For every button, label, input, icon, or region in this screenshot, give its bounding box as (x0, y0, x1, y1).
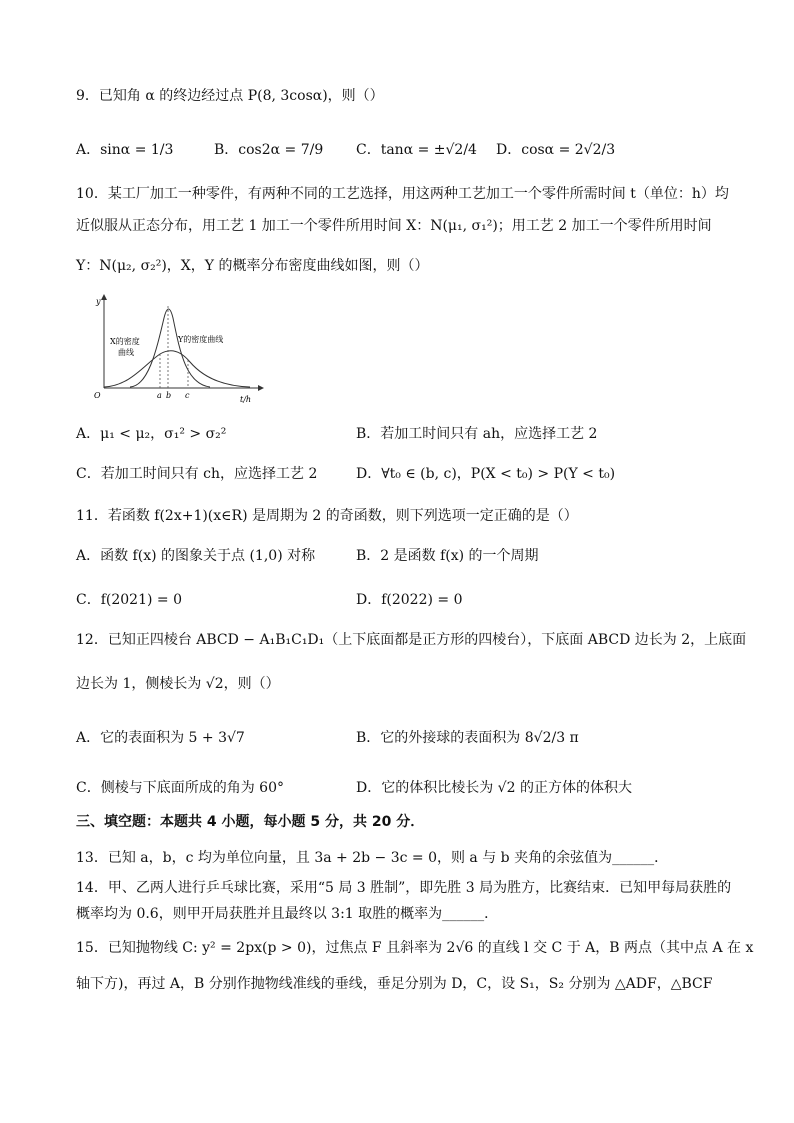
q12-option-c: C．侧棱与下底面所成的角为 60° (76, 780, 284, 796)
tick-b: b (166, 391, 172, 400)
q9-option-b: B．cos2α = 7/9 (214, 142, 324, 158)
q9-option-a: A．sinα = 1/3 (76, 142, 174, 158)
y-density-curve (130, 309, 210, 387)
tick-a: a (157, 391, 162, 400)
q14-line1: 14．甲、乙两人进行乒乓球比赛，采用“5 局 3 胜制”，即先胜 3 局为胜方，比赛结束．已知甲每局获胜的 (76, 880, 732, 896)
q10-line1: 10．某工厂加工一种零件，有两种不同的工艺选择，用这两种工艺加工一个零件所需时间 t（单位：h）均 (76, 186, 729, 202)
section-3-heading: 三、填空题：本题共 4 小题，每小题 5 分，共 20 分． (76, 814, 425, 830)
y-curve-label: Y的密度曲线 (178, 335, 224, 344)
q12-option-b: B．它的外接球的表面积为 8√2/3 π (356, 730, 579, 746)
q10-line2: 近似服从正态分布，用工艺 1 加工一个零件所用时间 X：N(μ₁, σ₁²)；用工艺 2 加工一个零件所用时间 (76, 218, 712, 234)
y-axis-arrow (101, 294, 107, 300)
q9-option-c: C．tanα = ±√2/4 (356, 142, 477, 158)
origin-label: O (94, 391, 101, 400)
q11-option-d: D．f(2022) = 0 (356, 592, 463, 608)
q10-option-c: C．若加工时间只有 ch，应选择工艺 2 (76, 466, 318, 482)
q10-option-b: B．若加工时间只有 ah，应选择工艺 2 (356, 426, 598, 442)
q12-line1: 12．已知正四棱台 ABCD − A₁B₁C₁D₁（上下底面都是正方形的四棱台），下底面 ABCD 边长为 2，上底面 (76, 632, 747, 648)
t-axis-label: t/h (240, 395, 252, 404)
x-curve-label-2: 曲线 (118, 348, 134, 357)
q10-option-a: A．μ₁ < μ₂，σ₁² > σ₂² (76, 426, 227, 442)
q10-line3: Y：N(μ₂, σ₂²)，X，Y 的概率分布密度曲线如图，则（） (76, 258, 429, 274)
q11-option-a: A．函数 f(x) 的图象关于点 (1,0) 对称 (76, 548, 316, 564)
q12-option-a: A．它的表面积为 5 + 3√7 (76, 730, 245, 746)
q15-line1: 15．已知抛物线 C: y² = 2px(p > 0)，过焦点 F 且斜率为 2√6 的直线 l 交 C 于 A，B 两点（其中点 A 在 x (76, 940, 754, 956)
q12-line2: 边长为 1，侧棱长为 √2，则（） (76, 676, 280, 692)
q9-option-d: D．cosα = 2√2/3 (496, 142, 616, 158)
q14-line2: 概率均为 0.6，则甲开局获胜并且最终以 3:1 取胜的概率为______． (76, 906, 499, 922)
density-curves-figure (90, 292, 265, 410)
q11-option-c: C．f(2021) = 0 (76, 592, 182, 608)
q9-stem: 9．已知角 α 的终边经过点 P(8, 3cosα)，则（） (76, 88, 384, 104)
y-axis-label: y (96, 297, 101, 306)
x-curve-label: X的密度 (110, 337, 140, 346)
q13-text: 13．已知 a，b，c 均为单位向量，且 3a + 2b − 3c = 0，则 a 与 b 夹角的余弦值为______． (76, 850, 669, 866)
q10-option-d: D．∀t₀ ∈ (b, c)，P(X < t₀) > P(Y < t₀) (356, 466, 616, 482)
tick-c: c (185, 391, 190, 400)
q15-line2: 轴下方)，再过 A，B 分别作抛物线准线的垂线，垂足分别为 D，C，设 S₁，S₂ 分别为 △ADF，△BCF (76, 976, 713, 992)
q12-option-d: D．它的体积比棱长为 √2 的正方体的体积大 (356, 780, 632, 796)
t-axis-arrow (258, 385, 264, 391)
q11-stem: 11．若函数 f(2x+1)(x∈R) 是周期为 2 的奇函数，则下列选项一定正确的是（） (76, 508, 578, 524)
q11-option-b: B．2 是函数 f(x) 的一个周期 (356, 548, 539, 564)
